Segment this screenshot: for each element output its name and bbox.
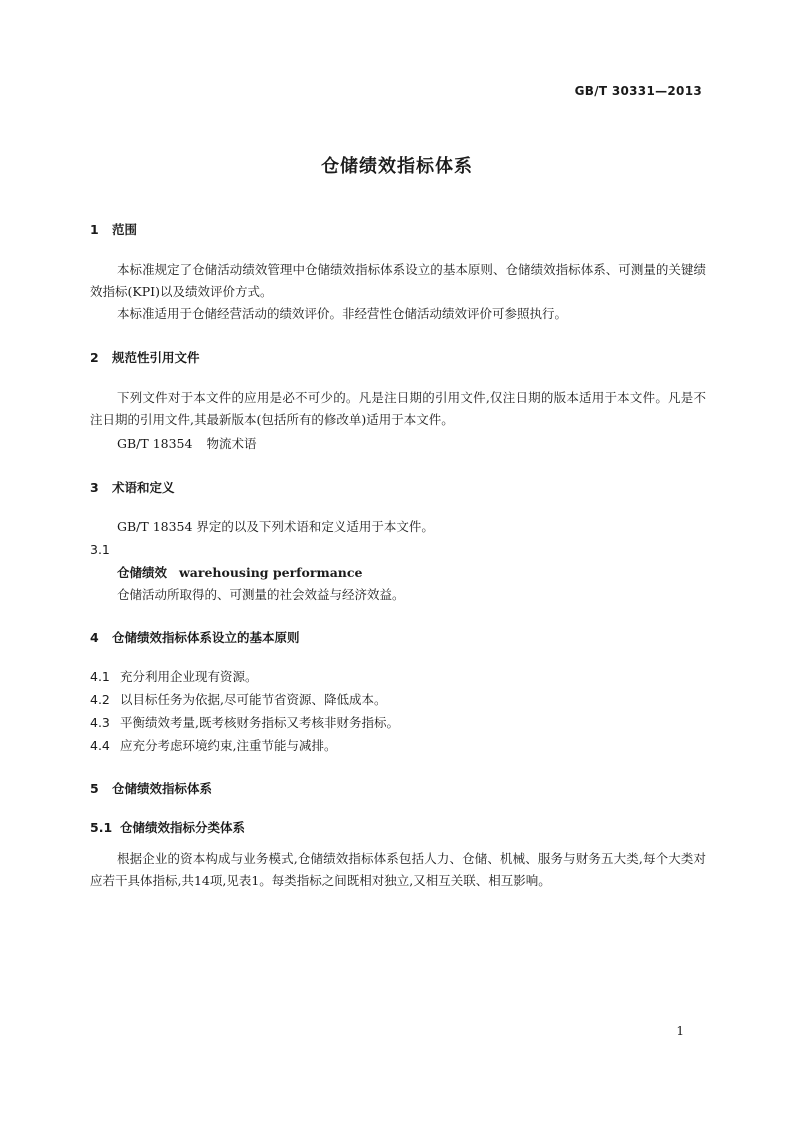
term-number: 3.1	[90, 542, 110, 557]
item-text: 充分利用企业现有资源。	[120, 669, 258, 684]
term-definition: 仓储活动所取得的、可测量的社会效益与经济效益。	[117, 587, 405, 602]
section-title: 规范性引用文件	[112, 350, 200, 365]
section-title: 术语和定义	[112, 480, 175, 495]
item-number: 4.1	[90, 669, 110, 684]
section-title: 仓储绩效指标体系	[112, 781, 213, 796]
term-english: warehousing performance	[179, 565, 363, 580]
section-title: 仓储绩效指标体系设立的基本原则	[112, 630, 300, 645]
section-5-heading	[90, 779, 212, 797]
page-number: 1	[676, 1024, 684, 1038]
section-title: 范围	[112, 222, 138, 237]
section-3-heading	[90, 478, 175, 496]
section-1-paragraph-1: 本标准规定了仓储活动绩效管理中仓储绩效指标体系设立的基本原则、仓储绩效指标体系、可测量的关键绩效指标(KPI)以及绩效评价方式。	[90, 262, 706, 299]
item-number: 4.2	[90, 692, 110, 707]
section-5-paragraph: 根据企业的资本构成与业务模式,仓储绩效指标体系包括人力、仓储、机械、服务与财务五大类,每个大类对应若干具体指标,共14项,见表1。每类指标之间既相对独立,又相互关联、相互影响。	[90, 851, 706, 888]
standard-code: GB/T 30331—2013	[574, 84, 702, 98]
section-number: 1	[90, 222, 99, 237]
subsection-number: 5.1	[90, 820, 113, 835]
reference-title: 物流术语	[206, 436, 257, 451]
section-number: 4	[90, 630, 99, 645]
normative-reference	[117, 434, 256, 452]
subsection-title: 仓储绩效指标分类体系	[120, 820, 246, 835]
subsection-5-1-heading	[90, 818, 245, 836]
list-item	[90, 713, 399, 731]
section-2-heading	[90, 348, 200, 366]
section-number: 5	[90, 781, 99, 796]
item-number: 4.3	[90, 715, 110, 730]
section-2-paragraph: 下列文件对于本文件的应用是必不可少的。凡是注日期的引用文件,仅注日期的版本适用于本文件。凡是不注日期的引用文件,其最新版本(包括所有的修改单)适用于本文件。	[90, 390, 706, 427]
section-3-paragraph: GB/T 18354 界定的以及下列术语和定义适用于本文件。	[117, 519, 434, 534]
section-4-heading	[90, 628, 300, 646]
term-entry	[117, 563, 362, 581]
term-chinese: 仓储绩效	[117, 565, 168, 580]
section-number: 2	[90, 350, 99, 365]
reference-code: GB/T 18354	[117, 436, 193, 451]
list-item	[90, 667, 258, 685]
item-text: 应充分考虑环境约束,注重节能与减排。	[120, 738, 337, 753]
list-item	[90, 736, 336, 754]
section-1-paragraph-2: 本标准适用于仓储经营活动的绩效评价。非经营性仓储活动绩效评价可参照执行。	[117, 306, 568, 321]
item-number: 4.4	[90, 738, 110, 753]
document-title: 仓储绩效指标体系	[321, 156, 473, 177]
section-number: 3	[90, 480, 99, 495]
list-item	[90, 690, 386, 708]
section-1-heading	[90, 220, 137, 238]
item-text: 以目标任务为依据,尽可能节省资源、降低成本。	[120, 692, 387, 707]
item-text: 平衡绩效考量,既考核财务指标又考核非财务指标。	[120, 715, 399, 730]
